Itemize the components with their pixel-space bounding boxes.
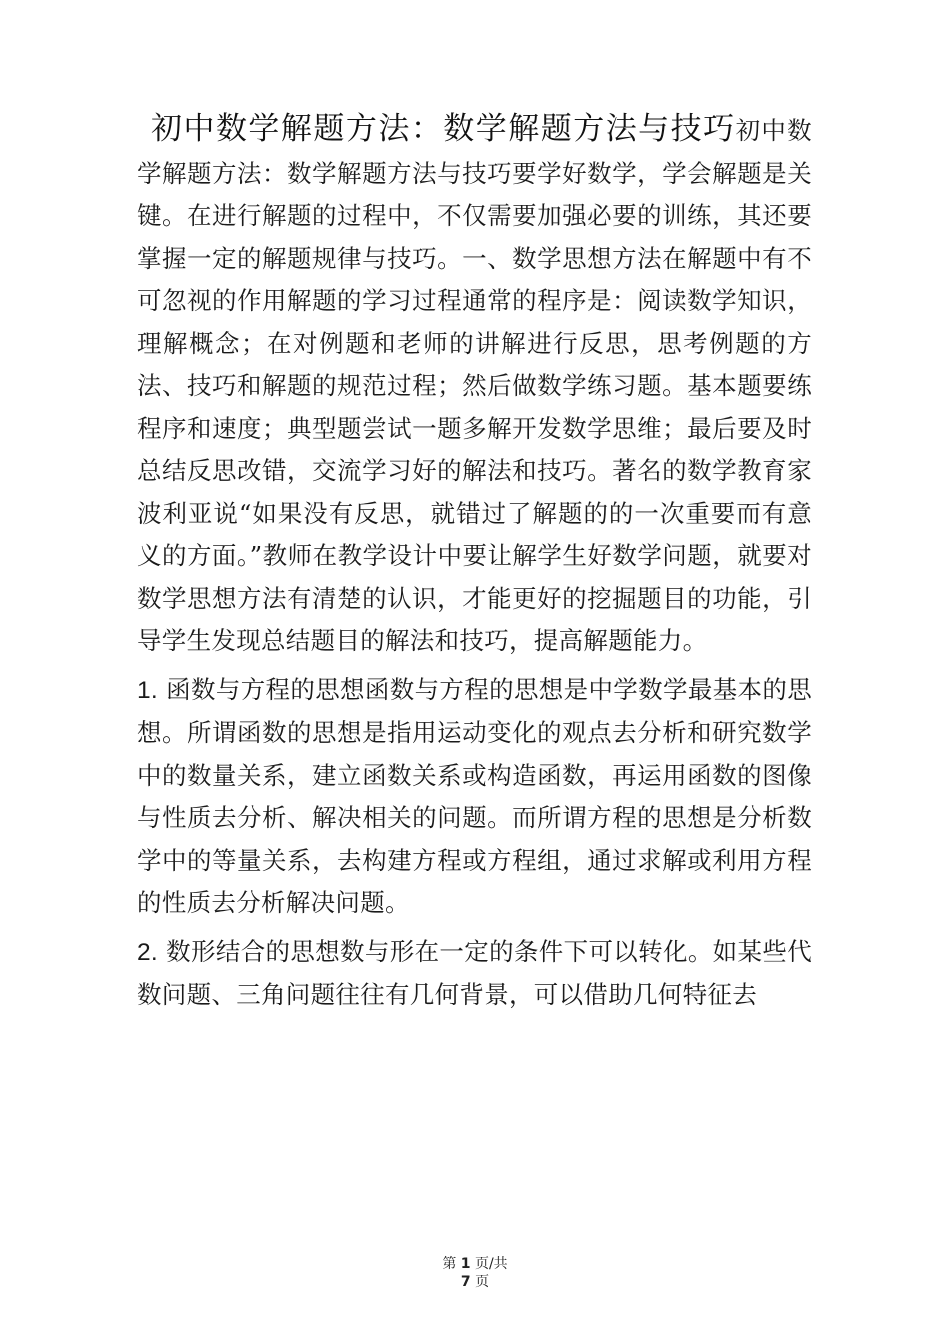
current-page-number: 1: [460, 1256, 471, 1272]
list-item-function-equation: [137, 669, 812, 925]
list-item-number: 2.: [137, 938, 159, 966]
document-body: [137, 108, 812, 1017]
paragraph-intro: [137, 108, 812, 663]
list-item-text: 数形结合的思想数与形在一定的条件下可以转化。如某些代数问题、三角问题往往有几何背景，可以借助几何特征去: [137, 936, 812, 1009]
list-item-number: 1.: [137, 676, 159, 704]
footer-line-1: 第 1 页/共: [442, 1256, 508, 1272]
total-pages-number: 7: [460, 1274, 471, 1290]
list-item-number-shape: [137, 931, 812, 1017]
page-footer: [0, 1255, 950, 1291]
document-title: 初中数学解题方法：数学解题方法与技巧: [151, 111, 736, 147]
title-continuation: 初: [735, 116, 762, 145]
paragraph-intro-text: 中数学解题方法：数学解题方法与技巧要学好数学，学会解题是关键。在进行解题的过程中，不仅需要加强必要的训练，其还要掌握一定的解题规律与技巧。一、数学思想方法在解题中有不可忽视的作用解题的学习过程通常的程序是：阅读数学知识，理解概念；在对例题和老师的讲解进行反思，思考例题的方法、技巧和解题的规范过程；然后做数学练习题。基本题要练程序和速度；典型题尝试一题多解开发数学思维；最后要及时总结反思改错，交流学习好的解法和技巧。著名的数学教育家波利亚说“如果没有反思，就错过了解题的的一次重要而有意义的方面。”教师在教学设计中要让解学生好数学问题，就要对数学思想方法有清楚的认识，才能更好的挖掘题目的功能，引导学生发现总结题目的解法和技巧，提高解题能力。: [137, 116, 812, 655]
list-item-text: 函数与方程的思想函数与方程的思想是中学数学最基本的思想。所谓函数的思想是指用运动变化的观点去分析和研究数学中的数量关系，建立函数关系或构造函数，再运用函数的图像与性质去分析、解决相关的问题。而所谓方程的思想是分析数学中的等量关系，去构建方程或方程组，通过求解或利用方程的性质去分析解决问题。: [137, 674, 812, 917]
footer-line-2: 7 页: [460, 1274, 490, 1290]
